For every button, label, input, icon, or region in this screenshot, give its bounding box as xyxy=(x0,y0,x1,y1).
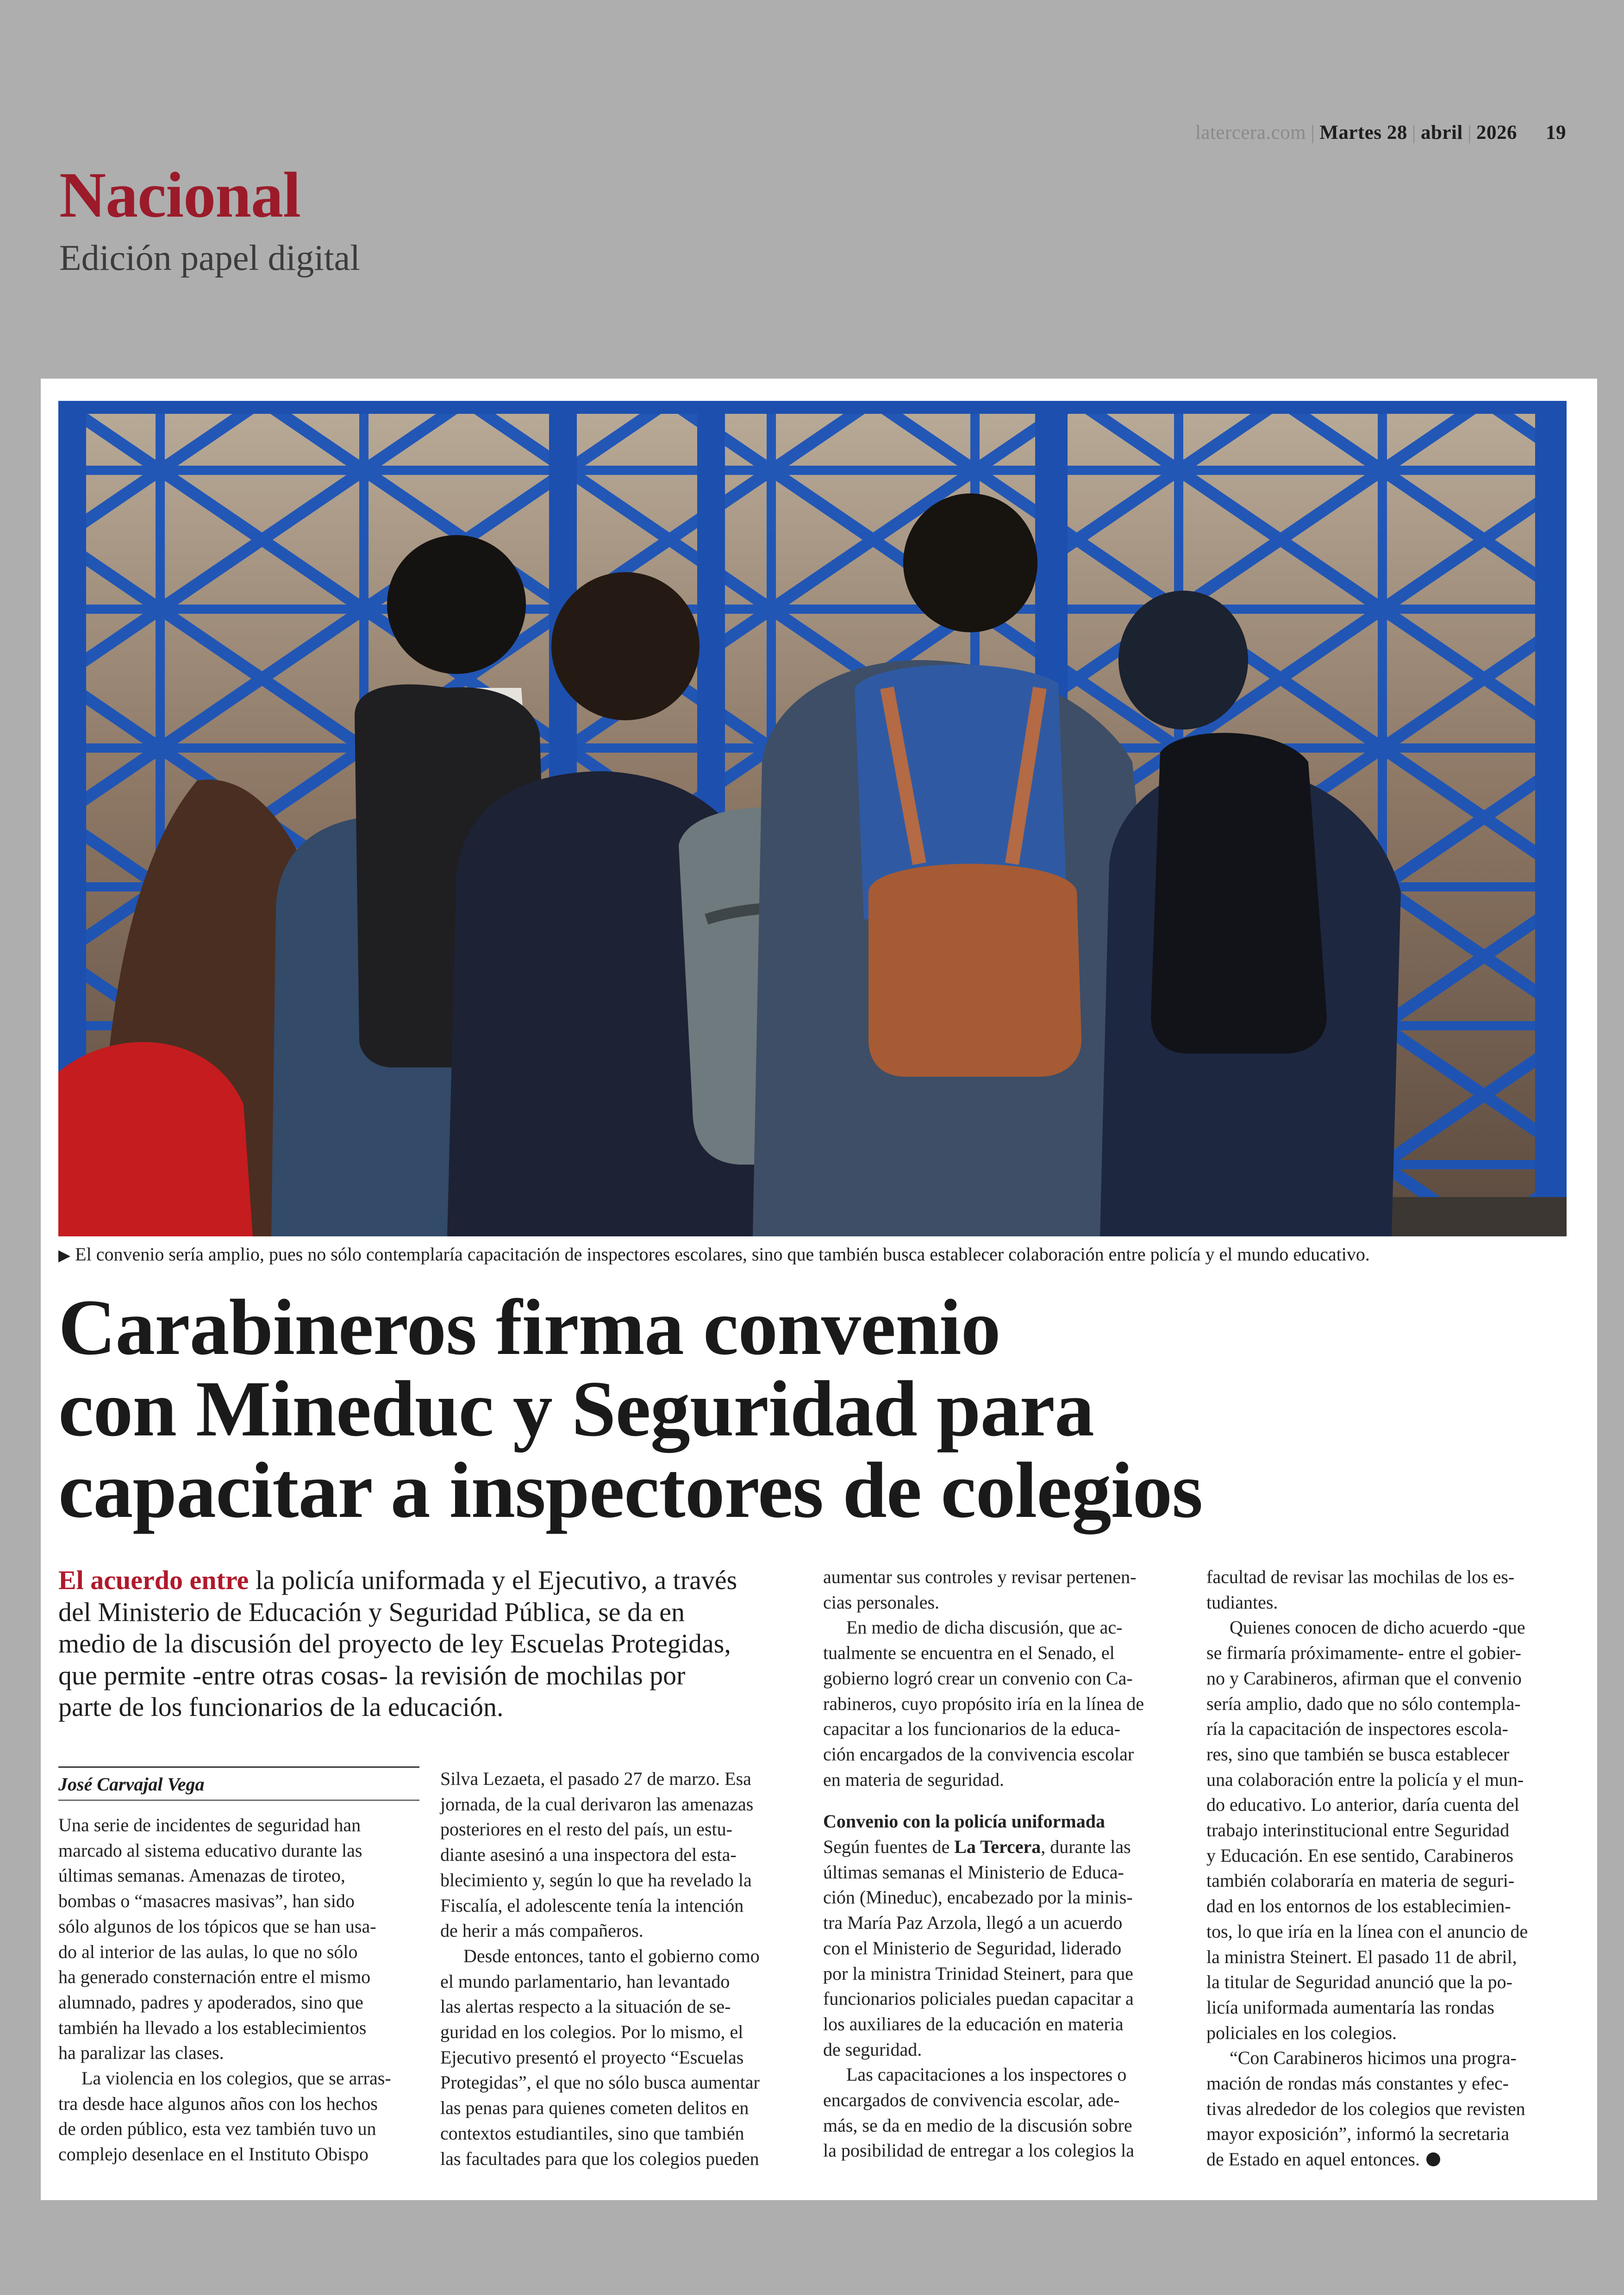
masthead xyxy=(1195,121,1566,144)
body-line: mayor exposición”, informó la secretaria xyxy=(1206,2123,1510,2145)
body-line: cias personales. xyxy=(823,1591,940,1613)
body-line: no y Carabineros, afirman que el convenio xyxy=(1206,1667,1522,1689)
body-line: la titular de Seguridad anunció que la po- xyxy=(1206,1971,1512,1993)
subheading: Convenio con la policía uniformada xyxy=(823,1811,1105,1832)
body-line: últimas semanas. Amenazas de tiroteo, xyxy=(58,1865,345,1886)
body-column-2 xyxy=(440,1766,801,2171)
body-line: ha paralizar las clases. xyxy=(58,2042,224,2064)
lead-line: medio de la discusión del proyecto de ley Escuelas Protegidas, xyxy=(58,1628,731,1659)
body-line: tra desde hace algunos años con los hechos xyxy=(58,2093,378,2114)
body-text: Según fuentes de xyxy=(823,1836,955,1858)
body-line: también ha llevado a los establecimientos xyxy=(58,2017,367,2038)
body-line: ha generado consternación entre el mismo xyxy=(58,1966,371,1988)
publication-name: La Tercera xyxy=(954,1836,1041,1858)
body-line: licía uniformada aumentaría las rondas xyxy=(1206,1996,1494,2018)
body-line: de Estado en aquel entonces. xyxy=(1206,2147,1568,2172)
body-line: alumnado, padres y apoderados, sino que xyxy=(58,1991,363,2013)
body-line: trabajo interinstitucional entre Seguridad xyxy=(1206,1820,1510,1841)
body-line: do educativo. Lo anterior, daría cuenta del xyxy=(1206,1794,1519,1815)
lead-line: del Ministerio de Educación y Seguridad Pública, se da en xyxy=(58,1597,685,1627)
body-line: do al interior de las aulas, lo que no sólo xyxy=(58,1941,358,1962)
body-line: la ministra Steinert. El pasado 11 de abril, xyxy=(1206,1946,1517,1967)
lead-line: la policía uniformada y el Ejecutivo, a través xyxy=(249,1565,737,1595)
body-line: ría la capacitación de inspectores escola- xyxy=(1206,1718,1508,1740)
body-line: dad en los entornos de los establecimien- xyxy=(1206,1896,1511,1917)
students-at-school-gate-image xyxy=(58,401,1567,1236)
body-line: una colaboración entre la policía y el mun- xyxy=(1206,1769,1524,1790)
site-name[interactable]: latercera.com xyxy=(1195,122,1306,143)
body-line: policiales en los colegios. xyxy=(1206,2022,1397,2043)
photo-caption xyxy=(58,1243,1581,1266)
body-line: más, se da en medio de la discusión sobre xyxy=(823,2114,1132,2136)
body-line: tra María Paz Arzola, llegó a un acuerdo xyxy=(823,1912,1123,1933)
body-line: las alertas respecto a la situación de se- xyxy=(440,1996,731,2017)
article-page xyxy=(41,379,1597,2200)
lead-highlight: El acuerdo entre xyxy=(58,1565,249,1595)
body-line: de orden público, esta vez también tuvo un xyxy=(58,2118,376,2139)
body-line: las facultades para que los colegios pueden xyxy=(440,2148,759,2169)
body-line: últimas semanas el Ministerio de Educa- xyxy=(823,1861,1124,1883)
body-line: Ejecutivo presentó el proyecto “Escuelas xyxy=(440,2046,744,2068)
body-column-3 xyxy=(823,1565,1184,2164)
lead-paragraph xyxy=(58,1565,818,1723)
body-line: en materia de seguridad. xyxy=(823,1769,1004,1790)
end-mark-icon xyxy=(1426,2152,1440,2166)
caption-marker-icon: ▶ xyxy=(58,1247,71,1264)
body-line: los auxiliares de la educación en materia xyxy=(823,2013,1124,2034)
body-line: bombas o “masacres masivas”, han sido xyxy=(58,1890,355,1912)
body-line: Protegidas”, el que no sólo busca aumentar xyxy=(440,2072,760,2093)
body-line: res, sino que también se busca establecer xyxy=(1206,1743,1510,1765)
headline-line: con Mineduc y Seguridad para xyxy=(58,1365,1094,1453)
masthead-separator: | xyxy=(1311,122,1315,143)
body-line: tivas alrededor de los colegios que revisten xyxy=(1206,2098,1525,2119)
body-line: de herir a más compañeros. xyxy=(440,1920,643,1941)
body-line: mación de rondas más constantes y efec- xyxy=(1206,2073,1509,2094)
date-month: abril xyxy=(1420,122,1463,143)
body-column-1 xyxy=(58,1813,419,2167)
masthead-separator: | xyxy=(1467,122,1472,143)
body-line: aumentar sus controles y revisar pertenen- xyxy=(823,1566,1137,1587)
body-line: contextos estudiantiles, sino que también xyxy=(440,2122,744,2144)
body-line: Las capacitaciones a los inspectores o xyxy=(846,2064,1127,2085)
section-title: Nacional xyxy=(59,159,300,231)
body-line: complejo desenlace en el Instituto Obispo xyxy=(58,2144,369,2165)
body-line: capacitar a los funcionarios de la educa- xyxy=(823,1718,1120,1740)
body-line: jornada, de la cual derivaron las amenazas xyxy=(440,1793,754,1815)
body-line: “Con Carabineros hicimos una progra- xyxy=(1230,2047,1517,2069)
body-line: por la ministra Trinidad Steinert, para que xyxy=(823,1963,1133,1984)
body-line: de seguridad. xyxy=(823,2039,922,2060)
body-line: y Educación. En ese sentido, Carabineros xyxy=(1206,1845,1514,1866)
body-line: guridad en los colegios. Por lo mismo, el xyxy=(440,2021,743,2043)
body-line: posteriores en el resto del país, un estu- xyxy=(440,1819,732,1840)
body-line: blecimiento y, según lo que ha revelado la xyxy=(440,1869,752,1890)
body-line: ción encargados de la convivencia escolar xyxy=(823,1743,1134,1765)
body-line: gobierno logró crear un convenio con Ca- xyxy=(823,1667,1133,1689)
lead-line: que permite -entre otras cosas- la revisión de mochilas por xyxy=(58,1660,686,1690)
body-text: , durante las xyxy=(1041,1836,1131,1858)
body-line: facultad de revisar las mochilas de los es- xyxy=(1206,1566,1515,1587)
headline-line: capacitar a inspectores de colegios xyxy=(58,1447,1203,1534)
lead-line: parte de los funcionarios de la educación. xyxy=(58,1692,504,1722)
body-line: rabineros, cuyo propósito iría en la línea de xyxy=(823,1693,1144,1714)
body-line: funcionarios policiales puedan capacitar a xyxy=(823,1988,1134,2009)
body-line: las penas para quienes cometen delitos en xyxy=(440,2097,749,2119)
masthead-separator: | xyxy=(1412,122,1416,143)
date-year: 2026 xyxy=(1476,122,1517,143)
body-line: Silva Lezaeta, el pasado 27 de marzo. Esa xyxy=(440,1768,751,1789)
body-line: En medio de dicha discusión, que ac- xyxy=(846,1617,1123,1638)
page-number: 19 xyxy=(1546,122,1566,143)
body-line: la posibilidad de entregar a los colegios la xyxy=(823,2140,1135,2161)
body-line: tos, lo que iría en la línea con el anuncio de xyxy=(1206,1921,1528,1942)
lead-photo[interactable] xyxy=(58,401,1567,1236)
body-line: con el Ministerio de Seguridad, liderado xyxy=(823,1937,1122,1958)
body-line: diante asesinó a una inspectora del esta- xyxy=(440,1844,737,1865)
body-line: ción (Mineduc), encabezado por la minis- xyxy=(823,1887,1133,1908)
body-line: el mundo parlamentario, han levantado xyxy=(440,1971,730,1992)
body-line: se firmaría próximamente- entre el gobier- xyxy=(1206,1642,1521,1664)
headline xyxy=(58,1284,1563,1534)
body-line: Una serie de incidentes de seguridad han xyxy=(58,1815,361,1835)
body-line: marcado al sistema educativo durante las xyxy=(58,1840,362,1861)
headline-line: Carabineros firma convenio xyxy=(58,1284,1000,1372)
byline: José Carvajal Vega xyxy=(58,1766,419,1801)
body-line: La violencia en los colegios, que se arras- xyxy=(81,2068,391,2089)
body-line: tualmente se encuentra en el Senado, el xyxy=(823,1642,1115,1664)
body-column-4 xyxy=(1206,1565,1568,2172)
body-line: Quienes conocen de dicho acuerdo -que xyxy=(1230,1617,1525,1638)
body-line: encargados de convivencia escolar, ade- xyxy=(823,2089,1120,2111)
body-line: Desde entonces, tanto el gobierno como xyxy=(463,1945,760,1966)
body-line: sería amplio, dado que no sólo contempla- xyxy=(1206,1693,1521,1714)
body-line: Fiscalía, el adolescente tenía la intención xyxy=(440,1895,744,1916)
body-line: sólo algunos de los tópicos que se han usa- xyxy=(58,1915,376,1937)
body-line: tudiantes. xyxy=(1206,1591,1278,1613)
date-day: Martes 28 xyxy=(1319,122,1407,143)
body-line: también colaboraría en materia de seguri- xyxy=(1206,1870,1515,1891)
caption-text: El convenio sería amplio, pues no sólo contemplaría capacitación de inspectores escolares, sino que también busca establecer colaboración entre policía y el mundo educativo. xyxy=(75,1244,1370,1265)
section-subtitle: Edición papel digital xyxy=(59,237,360,278)
